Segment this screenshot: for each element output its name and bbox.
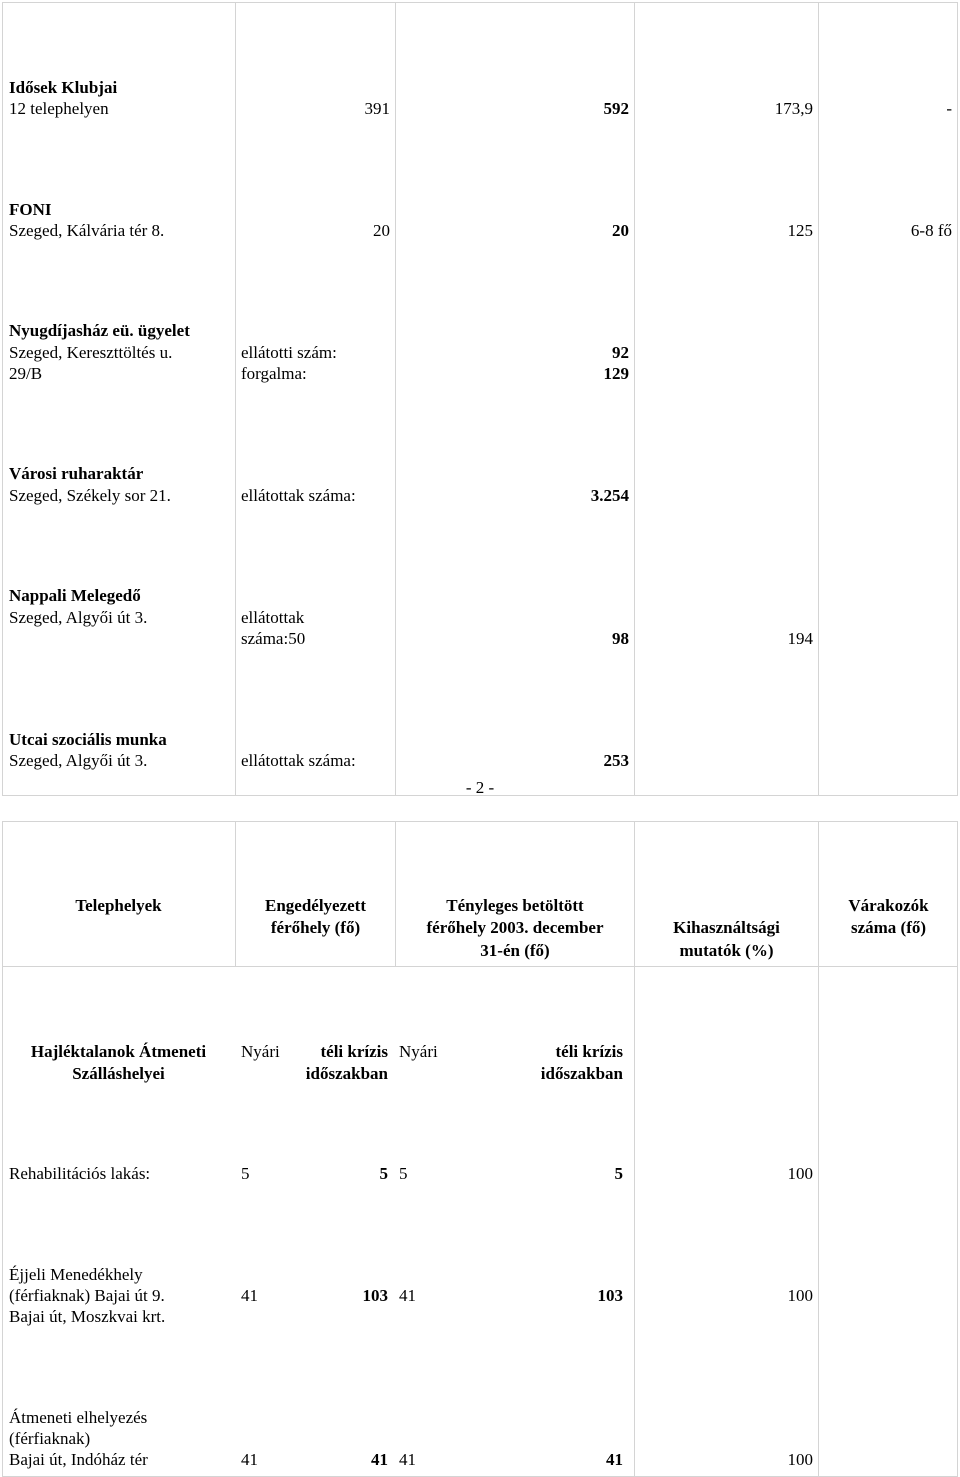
col-divider [235,821,236,967]
cell-v2: 41 [371,1450,388,1469]
row-name: Városi ruharaktár [9,464,144,483]
subheader-teli: téli krízis [320,1042,388,1061]
row-label: ellátotti szám: [241,343,337,362]
cell-tenyleges: 592 [603,99,629,118]
row-address: 12 telephelyen [9,99,109,118]
cell-value: 92 [612,343,629,362]
cell-tenyleges: 20 [612,221,629,240]
cell-v3: 41 [399,1450,416,1469]
cell-tenyleges: 98 [612,629,629,648]
cell-v1: 41 [241,1286,258,1305]
col-divider [818,2,819,796]
cell-value: 253 [603,751,629,770]
header-varakozok: Várakozók [848,896,929,915]
header-tenyleges: 31-én (fő) [480,941,550,960]
subheader-teli: időszakban [540,1064,623,1083]
cell-pct: 100 [787,1286,813,1305]
row-name: Idősek Klubjai [9,78,118,97]
cell-v2: 103 [362,1286,388,1305]
col-divider [395,2,396,796]
cell-v4: 41 [606,1450,623,1469]
page-number: - 2 - [465,778,495,797]
header-varakozok: száma (fő) [850,918,927,937]
cell-v3: 41 [399,1286,416,1305]
cell-v3: 5 [399,1164,408,1183]
row-address: Szeged, Algyői út 3. [9,751,148,770]
subheader-nyari: Nyári [241,1042,280,1061]
header-tenyleges: férőhely 2003. december [426,918,604,937]
cell-v1: 41 [241,1450,258,1469]
row-name: (férfiaknak) [9,1429,91,1448]
cell-value: 3.254 [590,486,629,505]
row-name: Átmeneti elhelyezés [9,1408,148,1427]
row-name: (férfiaknak) Bajai út 9. [9,1286,165,1305]
header-tenyleges: Tényleges betöltött [446,896,584,915]
cell-pct: 100 [787,1164,813,1183]
row-address: Szeged, Kálvária tér 8. [9,221,165,240]
top-table-border [2,2,958,796]
row-name: Rehabilitációs lakás: [9,1164,151,1183]
subheader-name: Szálláshelyei [72,1064,165,1083]
row-name: Éjjeli Menedékhely [9,1265,143,1284]
cell-varakozok: - [946,99,952,118]
row-label: forgalma: [241,364,307,383]
row-name: Bajai út, Moszkvai krt. [9,1307,166,1326]
subheader-teli: téli krízis [555,1042,623,1061]
cell-engedelyezett: 20 [373,221,390,240]
row-name: Utcai szociális munka [9,730,167,749]
row-name: Bajai út, Indóház tér [9,1450,148,1469]
cell-v2: 5 [379,1164,388,1183]
cell-kihasznaltsag: 125 [787,221,813,240]
header-telephelyek: Telephelyek [75,896,162,915]
cell-varakozok: 6-8 fő [910,221,952,240]
row-label: ellátottak száma: [241,486,356,505]
header-engedelyezett: Engedélyezett [264,896,367,915]
row-label: ellátottak [241,608,305,627]
row-address: Szeged, Székely sor 21. [9,486,171,505]
row-label: száma:50 [241,629,306,648]
cell-value: 129 [603,364,629,383]
cell-v4: 5 [614,1164,623,1183]
row-address-line: 29/B [9,364,43,383]
subheader-name: Hajléktalanok Átmeneti [30,1042,207,1061]
row-name: FONI [9,200,52,219]
row-label: ellátottak száma: [241,751,356,770]
header-kihasznaltsag: mutatók (%) [679,941,774,960]
col-divider [235,2,236,796]
row-name: Nappali Melegedő [9,586,141,605]
row-divider [2,966,958,967]
header-engedelyezett: férőhely (fő) [270,918,361,937]
cell-engedelyezett: 391 [364,99,390,118]
cell-kihasznaltsag: 194 [787,629,813,648]
cell-kihasznaltsag: 173,9 [774,99,813,118]
col-divider [634,2,635,796]
cell-pct: 100 [787,1450,813,1469]
cell-v1: 5 [241,1164,250,1183]
subheader-nyari: Nyári [399,1042,438,1061]
row-address-line: Szeged, Kereszttöltés u. [9,343,173,362]
row-name: Nyugdíjasház eü. ügyelet [9,321,190,340]
header-kihasznaltsag: Kihasználtsági [673,918,780,937]
cell-v4: 103 [597,1286,623,1305]
row-address: Szeged, Algyői út 3. [9,608,148,627]
subheader-teli: időszakban [305,1064,388,1083]
